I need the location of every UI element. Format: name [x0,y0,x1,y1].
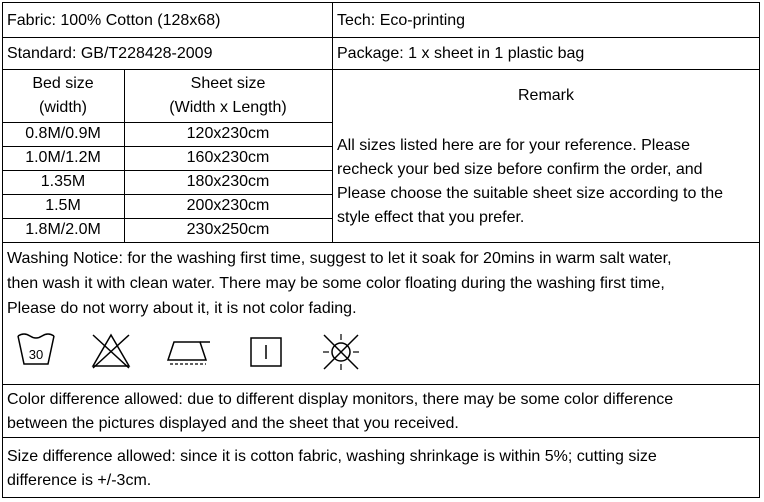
table-border-top [2,2,760,3]
table-divider [2,437,760,438]
color-difference-note: between the pictures displayed and the sheet that you received. [7,415,459,432]
color-difference-note: Color difference allowed: due to different display monitors, there may be some color difference [7,391,674,408]
table-divider [2,242,760,243]
table-row-sheet-size: 230x250cm [186,221,270,238]
package-spec: Package: 1 x sheet in 1 plastic bag [337,45,585,62]
table-row-sheet-size: 180x230cm [186,173,270,190]
remark-header: Remark [517,87,574,104]
remark-text: Please choose the suitable sheet size according to the [337,185,724,202]
table-row-sheet-size: 200x230cm [186,197,270,214]
table-divider [2,69,760,70]
remark-text: recheck your bed size before confirm the order, and [337,161,703,178]
table-border-bottom [2,497,760,498]
table-row-bed-size: 1.8M/2.0M [25,221,101,238]
size-difference-note: Size difference allowed: since it is cotton fabric, washing shrinkage is within 5%; cutting size [7,448,657,465]
table-row-bed-size: 1.35M [40,173,86,190]
table-divider [2,384,760,385]
tumble-dry-icon [249,336,283,368]
size-difference-note: difference is +/-3cm. [7,472,152,489]
washing-notice: then wash it with clean water. There may be some color floating during the washing first time, [7,275,665,292]
table-row-sheet-size: 120x230cm [186,125,270,142]
wash-30-icon [16,332,56,368]
sheet-size-header-sub: (Width x Length) [169,99,287,116]
no-bleach-icon [90,332,132,370]
washing-notice: Washing Notice: for the washing first time, suggest to let it soak for 20mins in warm salt water, [7,250,672,267]
table-border-right [759,2,760,498]
table-divider [332,2,333,243]
iron-low-icon [166,336,212,366]
wash-temp-label: 30 [28,347,44,362]
bed-size-header: Bed size [32,75,94,92]
table-row-bed-size: 0.8M/0.9M [25,125,101,142]
remark-text: All sizes listed here are for your reference. Please [337,137,691,154]
standard-spec: Standard: GB/T228428-2009 [7,45,213,62]
fabric-spec: Fabric: 100% Cotton (128x68) [7,12,221,29]
remark-text: style effect that you prefer. [337,209,525,226]
bed-size-header-sub: (width) [38,99,87,116]
washing-notice: Please do not worry about it, it is not color fading. [7,300,357,317]
product-spec-table [2,2,760,498]
tech-spec: Tech: Eco-printing [337,12,466,29]
table-row-bed-size: 1.5M [45,197,81,214]
no-dry-clean-icon [321,332,361,372]
table-divider [2,37,760,38]
sheet-size-header: Sheet size [190,75,266,92]
table-row-sheet-size: 160x230cm [186,149,270,166]
table-row-bed-size: 1.0M/1.2M [25,149,101,166]
